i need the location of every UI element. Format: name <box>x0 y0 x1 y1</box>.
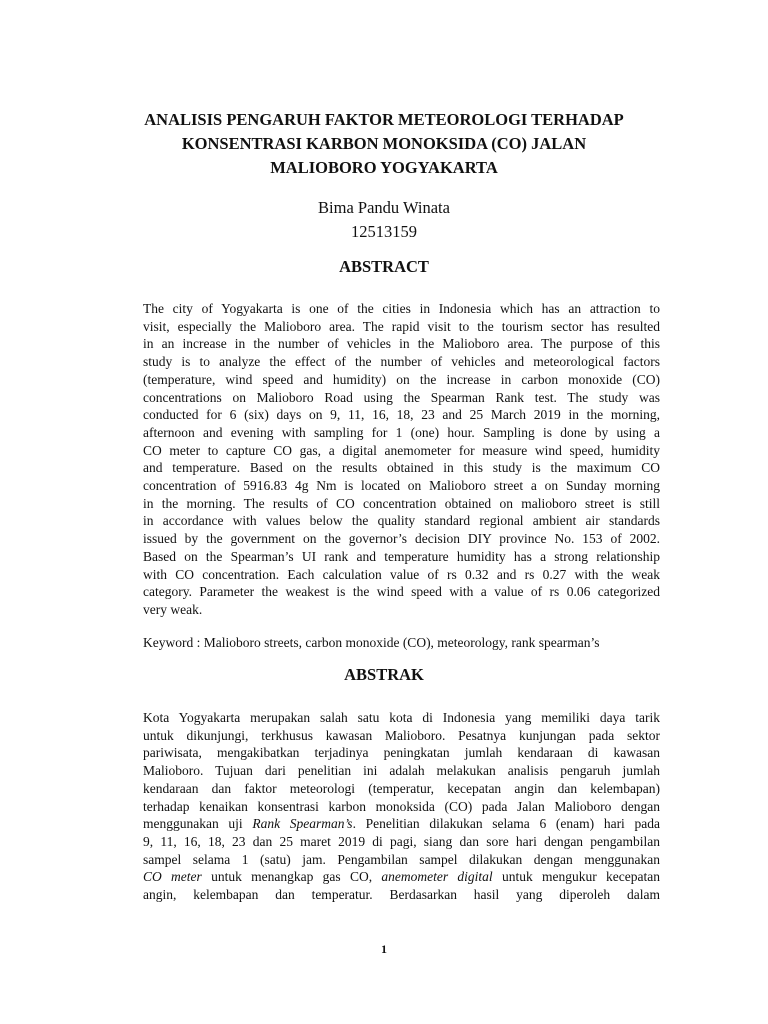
abstrak-body <box>143 709 660 904</box>
abstract-line: (temperature, wind speed and humidity) on the increase in carbon monoxide (CO) <box>143 371 660 387</box>
abstrak-heading: ABSTRAK <box>344 665 424 684</box>
abstract-line: concentrations on Malioboro Road using the Spearman Rank test. The study was <box>143 389 660 405</box>
paper-title <box>120 108 648 180</box>
abstract-line: in accordance with values below the quality standard regional ambient air standards <box>143 513 660 529</box>
abstract-line: with CO concentration. Each calculation value of rs 0.32 and rs 0.27 with the weak <box>143 566 660 582</box>
abstract-line: and temperature. Based on the results obtained in this study is the maximum CO <box>143 460 660 476</box>
page-number: 1 <box>381 942 387 956</box>
abstrak-line: 9, 11, 16, 18, 23 dan 25 maret 2019 di pagi, siang dan sore hari dengan pengambilan <box>143 833 660 849</box>
keywords: Keyword : Malioboro streets, carbon monoxide (CO), meteorology, rank spearman’s <box>143 635 600 650</box>
abstrak-text: untuk mengukur kecepatan <box>492 869 660 885</box>
title-line: ANALISIS PENGARUH FAKTOR METEOROLOGI TERHADAP <box>144 110 624 129</box>
author-name: Bima Pandu Winata <box>318 198 450 217</box>
abstrak-line: sampel selama 1 (satu) jam. Pengambilan sampel dilakukan dengan menggunakan <box>143 851 660 867</box>
abstrak-line <box>143 868 660 886</box>
abstrak-italic-term: Rank Spearman’s <box>252 816 353 832</box>
abstract-line: in an increase in the number of vehicles in the Malioboro area. The purpose of this <box>143 336 660 352</box>
abstract-line: concentration of 5916.83 4g Nm is located on Malioboro street a on Sunday morning <box>143 478 660 494</box>
abstrak-italic-term: anemometer digital <box>381 869 493 885</box>
abstrak-line <box>143 815 660 833</box>
abstract-body <box>143 300 660 619</box>
abstrak-line: pariwisata, mengakibatkan terjadinya peningkatan jumlah kendaraan di kawasan <box>143 745 660 761</box>
abstract-line: conducted for 6 (six) days on 9, 11, 16, 18, 23 and 25 March 2019 in the morning, <box>143 407 660 423</box>
abstract-line: afternoon and evening with sampling for 1 (one) hour. Sampling is done by using a <box>143 424 660 440</box>
abstrak-line: terhadap kenaikan konsentrasi karbon monoksida (CO) pada Jalan Malioboro dengan <box>143 798 660 814</box>
abstrak-line: untuk dikunjungi, terkhusus kawasan Malioboro. Pesatnya kunjungan pada sektor <box>143 727 660 743</box>
abstract-line: very weak. <box>143 601 203 617</box>
abstract-line: study is to analyze the effect of the number of vehicles and meteorological factors <box>143 354 660 370</box>
abstract-line: in the morning. The results of CO concentration obtained on malioboro street is still <box>143 495 660 511</box>
abstract-heading: ABSTRACT <box>339 257 429 276</box>
abstract-line: CO meter to capture CO gas, a digital anemometer for measure wind speed, humidity <box>143 442 660 458</box>
abstrak-line: angin, kelembapan dan temperatur. Berdasarkan hasil yang diperoleh dalam <box>143 887 660 903</box>
abstract-line: issued by the government on the governor’s decision DIY province No. 153 of 2002. <box>143 531 660 547</box>
abstrak-italic-term: CO meter <box>143 869 202 885</box>
abstract-line: Based on the Spearman’s UI rank and temperature humidity has a strong relationship <box>143 548 660 564</box>
abstract-line: visit, especially the Malioboro area. The rapid visit to the tourism sector has resulted <box>143 318 660 334</box>
abstrak-line: Malioboro. Tujuan dari penelitian ini adalah melakukan analisis pengaruh jumlah <box>143 763 660 779</box>
abstrak-text: . Penelitian dilakukan selama 6 (enam) hari pada <box>352 816 660 832</box>
author-block <box>120 196 648 244</box>
abstrak-text: menggunakan uji <box>143 816 253 832</box>
title-line: KONSENTRASI KARBON MONOKSIDA (CO) JALAN <box>181 134 587 153</box>
abstrak-line: kendaraan dan faktor meteorologi (temperatur, kecepatan angin dan kelembapan) <box>143 780 660 796</box>
abstrak-text: untuk menangkap gas CO, <box>201 869 382 885</box>
abstrak-line: Kota Yogyakarta merupakan salah satu kota di Indonesia yang memiliki daya tarik <box>143 710 660 725</box>
title-line: MALIOBORO YOGYAKARTA <box>270 158 498 177</box>
author-id: 12513159 <box>351 222 417 241</box>
abstract-line: category. Parameter the weakest is the wind speed with a value of rs 0.06 categorized <box>143 584 660 600</box>
abstract-line: The city of Yogyakarta is one of the cities in Indonesia which has an attraction to <box>143 301 660 316</box>
